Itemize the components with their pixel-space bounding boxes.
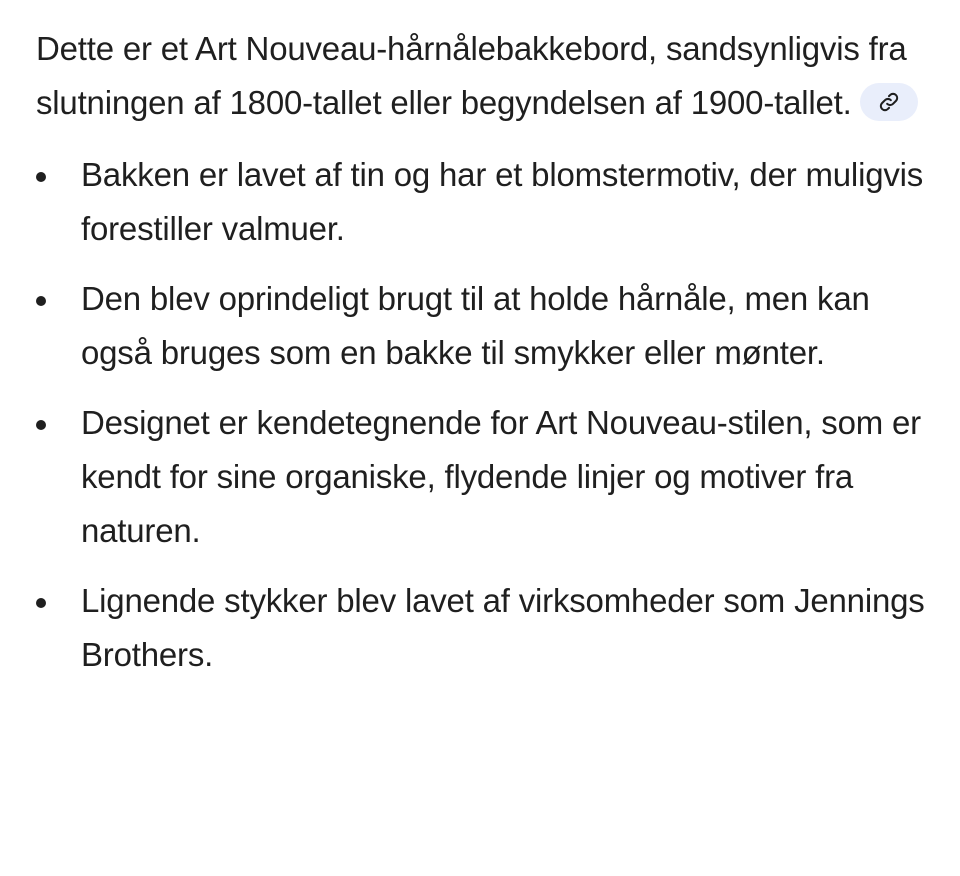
list-item — [36, 148, 936, 256]
answer-intro — [36, 22, 936, 130]
bullet-dot — [36, 598, 46, 608]
source-link-chip[interactable] — [860, 83, 918, 121]
bullet-dot — [36, 172, 46, 182]
bullet-text: Bakken er lavet af tin og har et blomstermotiv, der muligvis forestiller valmuer. — [81, 156, 924, 247]
intro-text: Dette er et Art Nouveau-hårnålebakkebord, sandsynligvis fra slutningen af 1800-tallet eller begyndelsen af 1900-tallet. — [36, 30, 907, 121]
bullet-text: Designet er kendetegnende for Art Nouveau-stilen, som er kendt for sine organiske, flydende linjer og motiver fra naturen. — [81, 404, 921, 549]
list-item — [36, 396, 936, 558]
list-item — [36, 574, 936, 682]
bullet-list — [36, 148, 936, 682]
bullet-text: Lignende stykker blev lavet af virksomheder som Jennings Brothers. — [81, 582, 925, 673]
bullet-dot — [36, 420, 46, 430]
link-icon — [878, 91, 900, 113]
bullet-text: Den blev oprindeligt brugt til at holde hårnåle, men kan også bruges som en bakke til smykker eller mønter. — [81, 280, 870, 371]
bullet-dot — [36, 296, 46, 306]
answer-content — [36, 22, 936, 698]
list-item — [36, 272, 936, 380]
